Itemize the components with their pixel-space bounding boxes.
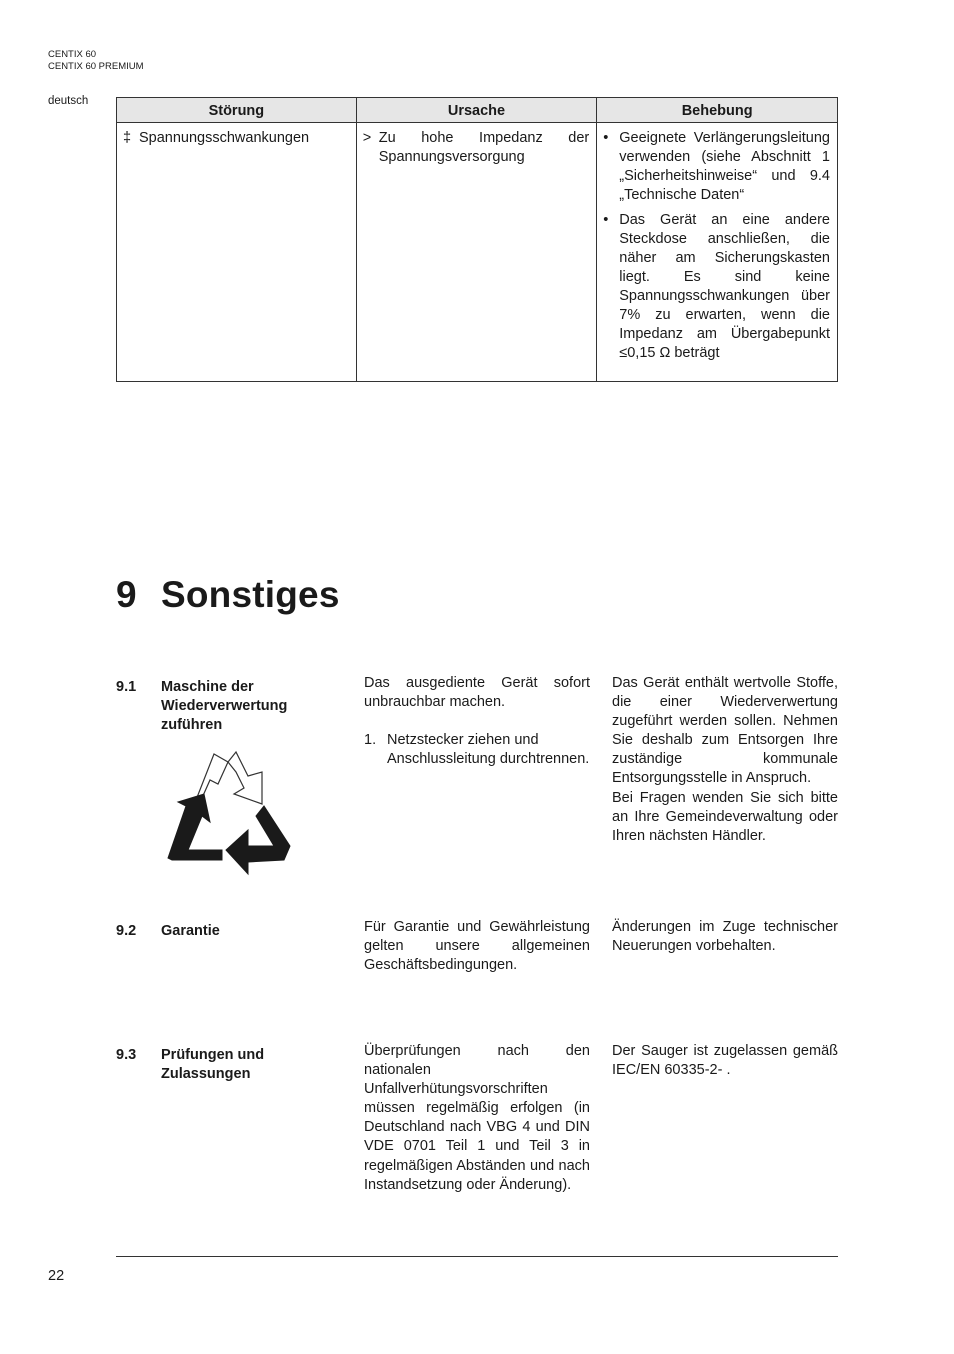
table-header-row [117, 98, 838, 123]
header-fault: Störung [117, 98, 357, 123]
cause-item [363, 129, 590, 167]
body-text: Das Gerät enthält wertvolle Stoffe, die einer Wiederverwertung zugeführt werden sollen. Nehmen Sie deshalb zum Entsorgen Ihre zuständige kommunale Entsorgungsstelle in Anspruch. [612, 675, 838, 787]
remedy-item [603, 211, 830, 363]
remedy-item [603, 129, 830, 205]
step-text: Netzstecker ziehen und Anschlussleitung durchtrennen. [387, 732, 590, 768]
section-recycling [116, 675, 838, 878]
header-cause: Ursache [356, 98, 597, 123]
footer-divider [116, 1256, 838, 1257]
remedy-cell [597, 123, 838, 382]
chapter-heading [116, 574, 340, 616]
cause-marker: > [362, 130, 372, 146]
remedy-text: Das Gerät an eine andere Steckdose anschließen, die näher am Sicherungskasten liegt. Es sind keine Spannungsschwankungen über 7% zu erwarten, wenn die Impedanz am Übergabepunkt ≤0,15 Ω beträgt [619, 212, 830, 361]
table-row [117, 123, 838, 382]
document-header [48, 49, 144, 73]
section-warranty [116, 919, 838, 982]
section-number: 9.3 [116, 1047, 137, 1063]
section-body-left [364, 674, 590, 769]
page-number: 22 [48, 1268, 65, 1284]
section-body-right: Änderungen im Zuge technischer Neuerungen vorbehalten. [612, 919, 838, 955]
chapter-title: Sonstiges [161, 574, 340, 615]
section-body-left: Für Garantie und Gewährleistung gelten unsere allgemeinen Geschäftsbedingungen. [364, 919, 590, 974]
section-body-left: Überprüfungen nach den nationalen Unfallverhütungsvorschriften müssen regelmäßig erfolgen (in Deutschland nach VBG 4 und DIN VDE 0701 Teil 1 und Teil 3 in regelmäßigen Abständen und nach Instandsetzung oder Änderung). [364, 1043, 590, 1193]
fault-text: Spannungsschwankungen [139, 130, 310, 146]
section-body-right [612, 674, 838, 846]
cause-cell [356, 123, 597, 382]
fault-item [123, 129, 349, 148]
section-number: 9.2 [116, 923, 137, 939]
bullet-marker: • [603, 130, 609, 146]
remedy-text: Geeignete Verlängerungsleitung verwenden (siehe Abschnitt 1 „Sicherheitshinweise“ und 9.4 „Technische Daten“ [619, 130, 830, 203]
body-text-2: Bei Fragen wenden Sie sich bitte an Ihre Gemeindeverwaltung oder Ihren nächsten Händler. [612, 789, 838, 844]
header-remedy: Behebung [597, 98, 838, 123]
fault-cell [117, 123, 357, 382]
step-item [364, 731, 590, 769]
fault-marker: ‡ [123, 130, 132, 146]
section-title: Prüfungen und Zulassungen [161, 1047, 265, 1083]
troubleshooting-table [116, 97, 838, 382]
section-body-right: Der Sauger ist zugelassen gemäß IEC/EN 60335-2- . [612, 1043, 838, 1079]
recycle-icon [164, 750, 294, 880]
section-title: Maschine der Wiederverwertung zuführen [161, 679, 288, 734]
header-model-premium: CENTIX 60 PREMIUM [48, 61, 144, 72]
section-approvals [116, 1043, 838, 1206]
header-model: CENTIX 60 [48, 49, 97, 60]
intro-text: Das ausgediente Gerät sofort unbrauchbar machen. [364, 675, 590, 711]
chapter-number: 9 [116, 574, 137, 615]
bullet-marker: • [603, 212, 609, 228]
section-title: Garantie [161, 923, 220, 939]
section-number: 9.1 [116, 679, 137, 695]
step-number: 1. [364, 732, 377, 749]
cause-text: Zu hohe Impedanz der Spannungsversorgung [378, 130, 590, 165]
language-label: deutsch [48, 95, 89, 107]
